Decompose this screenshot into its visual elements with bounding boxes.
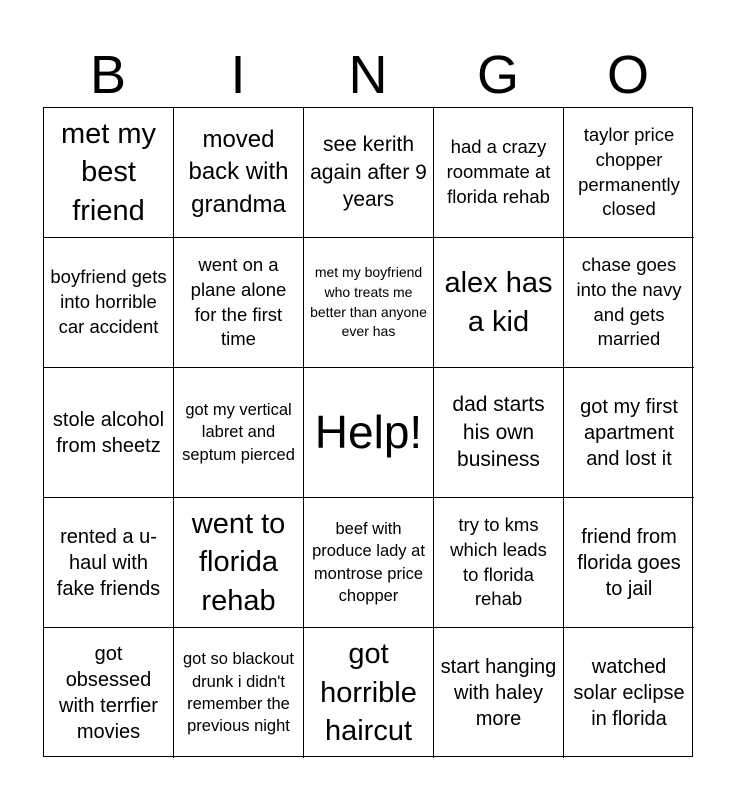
bingo-cell[interactable] (174, 628, 304, 758)
cell-text: beef with produce lady at montrose price chopper (312, 519, 425, 605)
cell-text: got so blackout drunk i didn't remember the previous night (183, 650, 294, 736)
free-space-text: Help! (314, 406, 423, 459)
bingo-cell[interactable] (564, 368, 694, 498)
cell-text: alex has a kid (444, 266, 553, 338)
bingo-cell[interactable] (44, 498, 174, 628)
cell-text: chase goes into the navy and gets married (576, 253, 682, 350)
bingo-cell[interactable] (174, 368, 304, 498)
cell-text: went on a plane alone for the first time (190, 253, 287, 350)
bingo-cell[interactable] (564, 498, 694, 628)
bingo-cell[interactable] (564, 238, 694, 368)
cell-text: boyfriend gets into horrible car accident (50, 266, 167, 337)
cell-text: try to kms which leads to florida rehab (450, 513, 547, 610)
bingo-cell[interactable] (304, 498, 434, 628)
bingo-cell[interactable] (304, 628, 434, 758)
bingo-cell[interactable] (174, 108, 304, 238)
bingo-cell[interactable] (434, 498, 564, 628)
bingo-cell[interactable] (44, 628, 174, 758)
cell-text: got my vertical labret and septum pierced (182, 400, 295, 464)
cell-text: stole alcohol from sheetz (52, 408, 165, 457)
cell-text: got my first apartment and lost it (580, 395, 678, 470)
bingo-cell[interactable] (44, 108, 174, 238)
bingo-cell[interactable] (434, 108, 564, 238)
cell-text: met my best friend (60, 117, 157, 227)
cell-text: rented a u-haul with fake friends (56, 525, 161, 600)
bingo-grid (43, 107, 693, 757)
bingo-cell[interactable] (304, 108, 434, 238)
bingo-cell[interactable] (304, 238, 434, 368)
cell-text: start hanging with haley more (440, 656, 557, 730)
cell-text: got horrible haircut (320, 638, 417, 748)
header-letter-n: N (348, 45, 388, 105)
cell-text: watched solar eclipse in florida (573, 656, 685, 730)
cell-text: moved back with grandma (188, 125, 289, 218)
cell-text: taylor price chopper permanently closed (578, 123, 680, 220)
bingo-cell[interactable] (434, 368, 564, 498)
bingo-cell[interactable] (44, 238, 174, 368)
bingo-cell[interactable] (564, 108, 694, 238)
free-space-cell[interactable] (304, 368, 434, 498)
bingo-cell[interactable] (174, 498, 304, 628)
cell-text: had a crazy roommate at florida rehab (446, 136, 551, 207)
cell-text: dad starts his own business (452, 392, 545, 472)
header-letter-b: B (89, 45, 127, 105)
header-letter-o: O (606, 45, 649, 105)
cell-text: see kerith again after 9 years (310, 132, 427, 212)
cell-text: friend from florida goes to jail (577, 525, 681, 600)
bingo-cell[interactable] (434, 238, 564, 368)
bingo-cell[interactable] (44, 368, 174, 498)
header-letter-i: I (230, 45, 246, 105)
bingo-cell[interactable] (174, 238, 304, 368)
cell-text: went to florida rehab (191, 507, 286, 617)
cell-text: got obsessed with terrfier movies (59, 643, 158, 743)
bingo-header (43, 42, 693, 108)
cell-text: met my boyfriend who treats me better than anyone ever has (310, 264, 427, 340)
bingo-cell[interactable] (564, 628, 694, 758)
header-letter-g: G (476, 45, 519, 105)
bingo-cell[interactable] (434, 628, 564, 758)
